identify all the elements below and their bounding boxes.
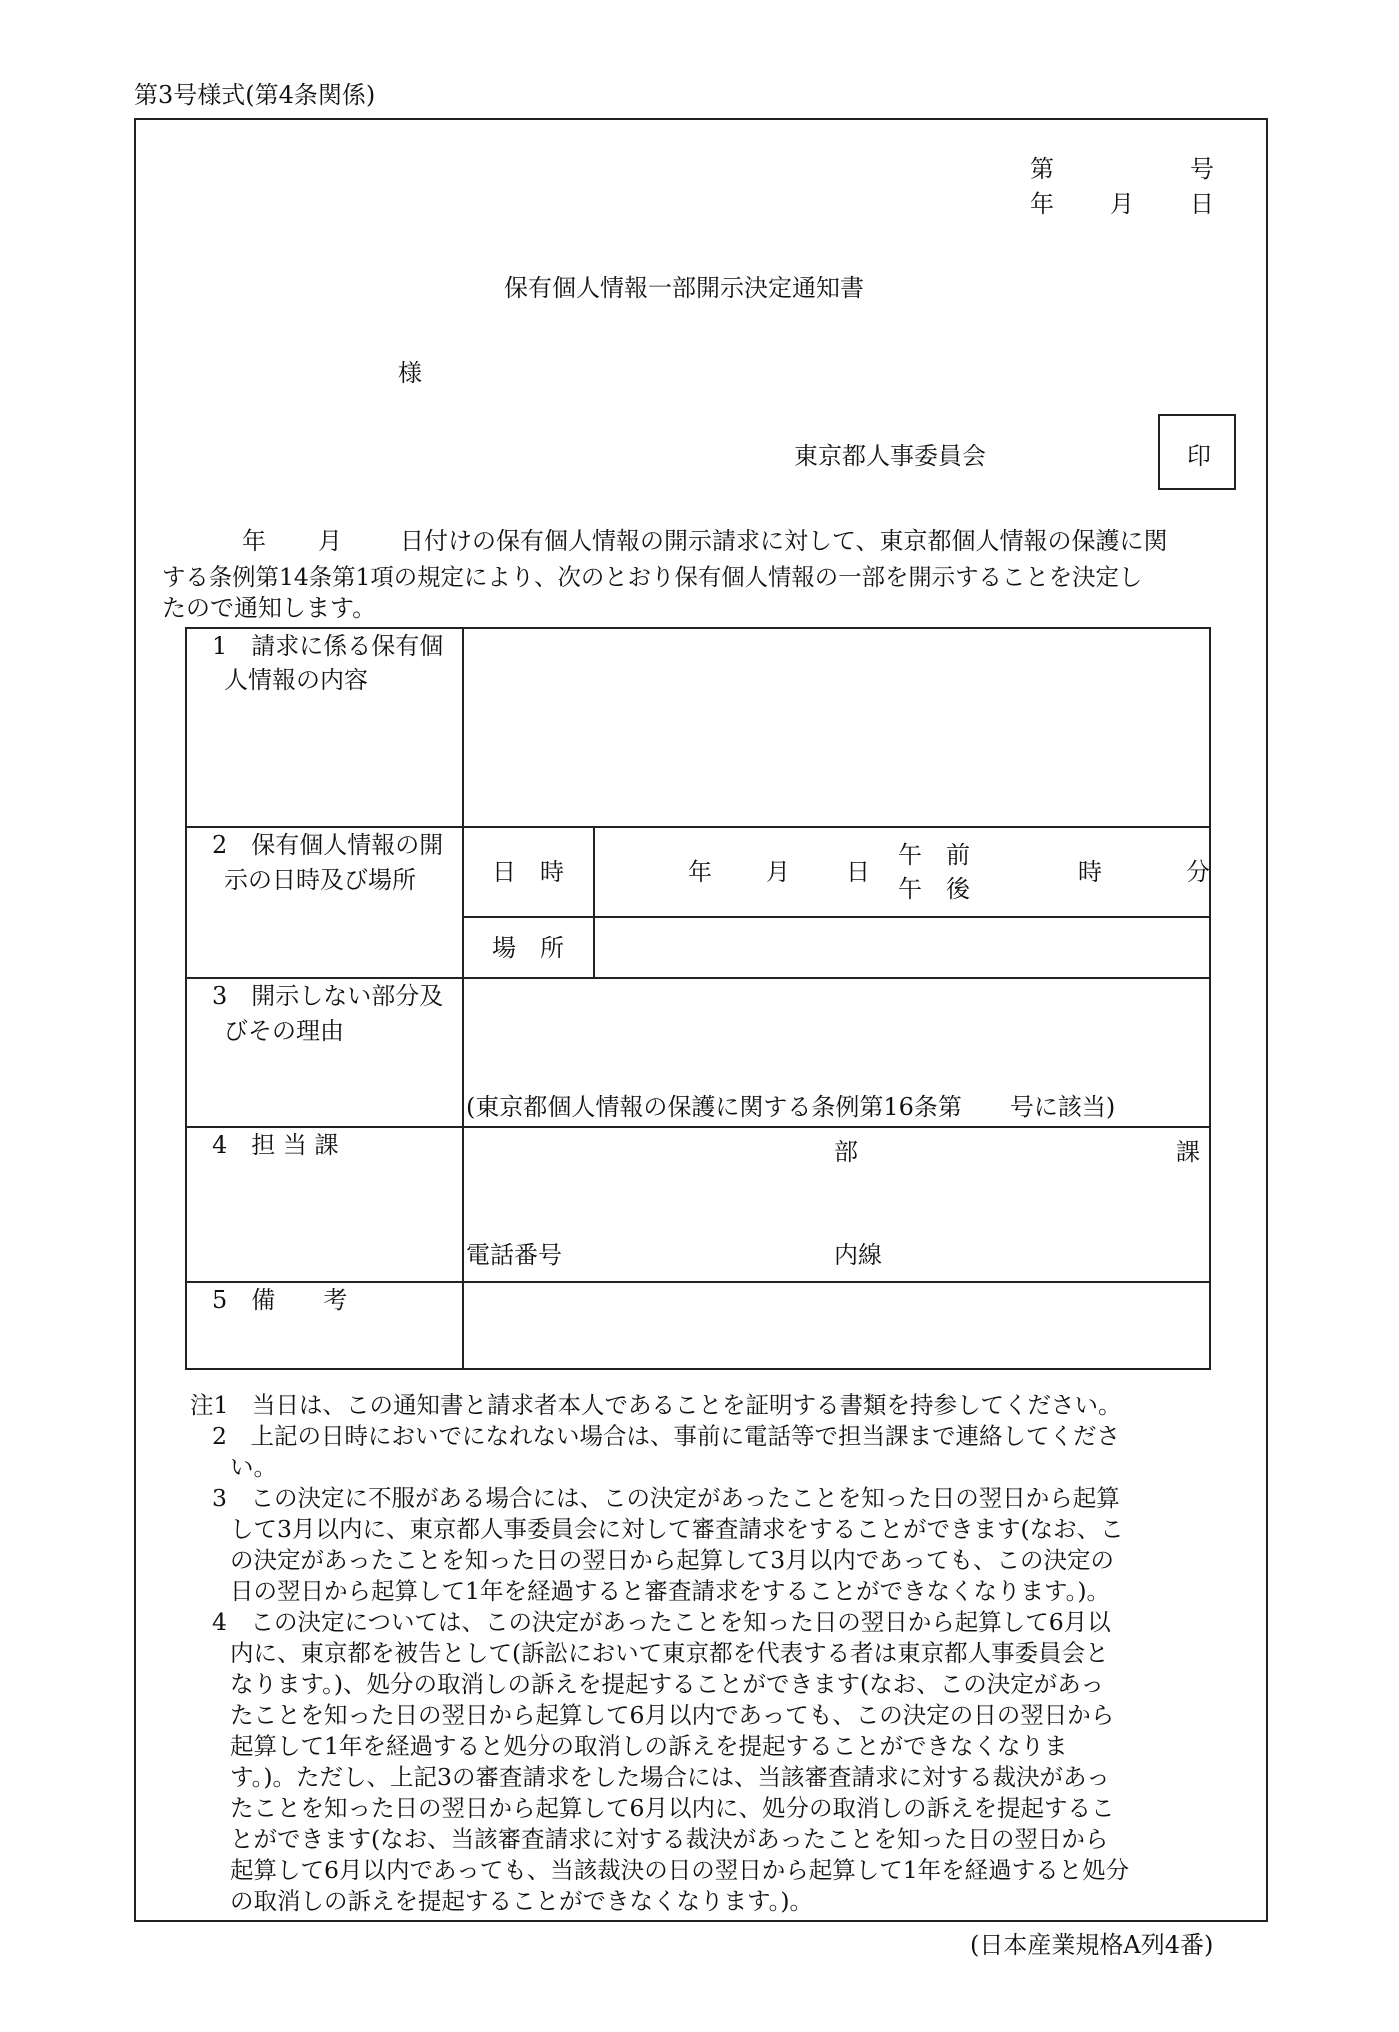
intro-line-3: たので通知します。 <box>162 594 377 622</box>
date-hi: 日 <box>1190 190 1214 218</box>
intro-tsuki: 月 <box>318 527 342 555</box>
row5-label: 5 備 考 <box>212 1286 348 1314</box>
datetime-gogo: 午 後 <box>898 875 970 903</box>
note-line: 日の翌日から起算して1年を経過すると審査請求をすることができなくなります。)。 <box>230 1577 1110 1605</box>
table-line <box>185 627 1211 629</box>
ref-go: 号 <box>1190 155 1214 183</box>
datetime-hi: 日 <box>846 858 870 886</box>
datetime-ji: 時 <box>1078 858 1102 886</box>
row1-label-line1: 1 請求に係る保有個 <box>212 632 444 660</box>
regulation-note: (東京都個人情報の保護に関する条例第16条第 号に該当) <box>466 1093 1116 1121</box>
document-title: 保有個人情報一部開示決定通知書 <box>504 274 864 302</box>
datetime-fun: 分 <box>1186 858 1210 886</box>
ref-dai: 第 <box>1030 155 1054 183</box>
note-line: 起算して6月以内であっても、当該裁決の日の翌日から起算して1年を経過すると処分 <box>230 1856 1130 1884</box>
note-line: い。 <box>230 1453 277 1481</box>
table-line <box>593 826 595 978</box>
row1-label-line2: 人情報の内容 <box>224 666 368 694</box>
table-line <box>185 977 1211 979</box>
table-line <box>1209 627 1211 1370</box>
table-line <box>462 916 1211 918</box>
note-line: 内に、東京都を被告として(訴訟において東京都を代表する者は東京都人事委員会と <box>230 1639 1109 1667</box>
paper-size-note: (日本産業規格A列4番) <box>970 1931 1214 1959</box>
form-header: 第3号様式(第4条関係) <box>134 81 376 109</box>
note-line: の決定があったことを知った日の翌日から起算して3月以内であっても、この決定の <box>230 1546 1114 1574</box>
intro-line-2: する条例第14条第1項の規定により、次のとおり保有個人情報の一部を開示することを決定し <box>162 563 1143 591</box>
note-line: す。)。ただし、上記3の審査請求をした場合には、当該審査請求に対する裁決があっ <box>230 1763 1110 1791</box>
issuer-name: 東京都人事委員会 <box>794 442 986 470</box>
date-tsuki: 月 <box>1110 190 1134 218</box>
note-line: たことを知った日の翌日から起算して6月以内であっても、この決定の日の翌日から <box>230 1701 1115 1729</box>
row2-label-line1: 2 保有個人情報の開 <box>212 831 444 859</box>
addressee-suffix: 様 <box>398 359 422 387</box>
intro-nen: 年 <box>242 527 266 555</box>
table-line <box>185 627 187 1370</box>
note-line: たことを知った日の翌日から起算して6月以内に、処分の取消しの訴えを提起するこ <box>230 1794 1115 1822</box>
place-label: 場 所 <box>492 934 564 962</box>
date-nen: 年 <box>1030 190 1054 218</box>
note-line: 注1 当日は、この通知書と請求者本人であることを証明する書類を持参してください。 <box>190 1391 1122 1419</box>
table-line <box>185 826 1211 828</box>
note-line: 4 この決定については、この決定があったことを知った日の翌日から起算して6月以 <box>212 1608 1111 1636</box>
seal-label: 印 <box>1187 442 1211 470</box>
row4-label: 4 担 当 課 <box>212 1131 339 1159</box>
datetime-gozen: 午 前 <box>898 841 970 869</box>
note-line: 3 この決定に不服がある場合には、この決定があったことを知った日の翌日から起算 <box>212 1484 1120 1512</box>
table-line <box>462 627 464 1370</box>
datetime-nen: 年 <box>688 858 712 886</box>
table-line <box>185 1368 1211 1370</box>
row4-extension-label: 内線 <box>834 1241 882 1269</box>
table-line <box>185 1281 1211 1283</box>
table-line <box>185 1126 1211 1128</box>
row4-phone-label: 電話番号 <box>466 1241 562 1269</box>
row3-label-line1: 3 開示しない部分及 <box>212 982 444 1010</box>
note-line: 2 上記の日時においでになれない場合は、事前に電話等で担当課まで連絡してくださ <box>212 1422 1120 1450</box>
row4-bu: 部 <box>834 1138 858 1166</box>
note-line: して3月以内に、東京都人事委員会に対して審査請求をすることができます(なお、こ <box>230 1515 1124 1543</box>
intro-line-1: 日付けの保有個人情報の開示請求に対して、東京都個人情報の保護に関 <box>400 527 1168 555</box>
row3-label-line2: びその理由 <box>224 1017 344 1045</box>
datetime-tsuki: 月 <box>766 858 790 886</box>
row2-label-line2: 示の日時及び場所 <box>224 866 416 894</box>
note-line: とができます(なお、当該審査請求に対する裁決があったことを知った日の翌日から <box>230 1825 1109 1853</box>
note-line: 起算して1年を経過すると処分の取消しの訴えを提起することができなくなりま <box>230 1732 1068 1760</box>
note-line: なります。)、処分の取消しの訴えを提起することができます(なお、この決定があっ <box>230 1670 1104 1698</box>
note-line: の取消しの訴えを提起することができなくなります。)。 <box>230 1887 814 1915</box>
datetime-label: 日 時 <box>492 858 564 886</box>
row4-ka: 課 <box>1176 1138 1200 1166</box>
